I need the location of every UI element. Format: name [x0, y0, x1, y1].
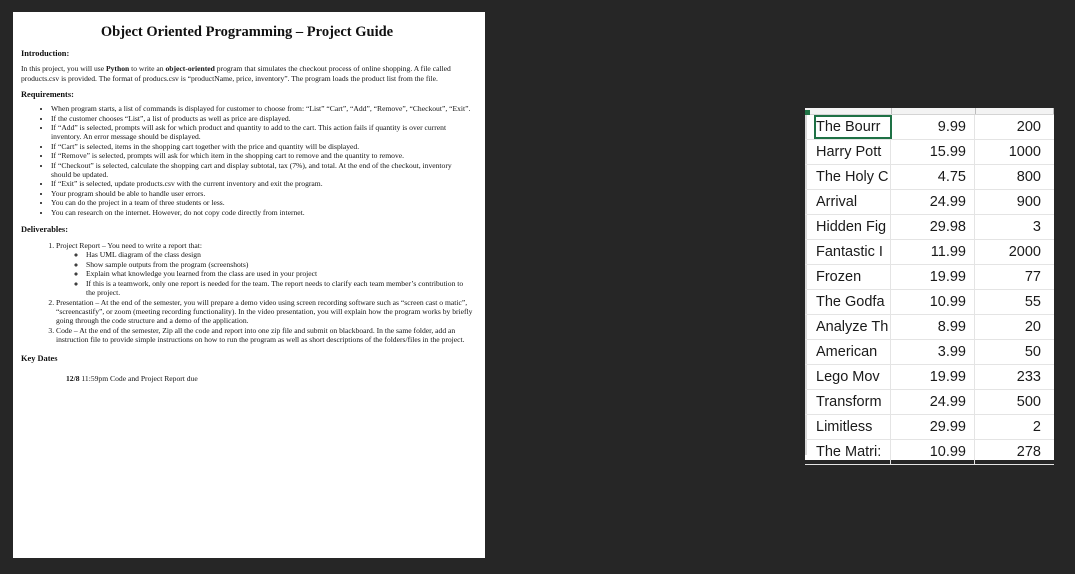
deliverables-heading: Deliverables:	[21, 225, 68, 235]
inventory-cell[interactable]: 1000	[1008, 144, 1041, 160]
inventory-cell[interactable]: 55	[1024, 294, 1041, 310]
requirement-item: • You can research on the internet. However, do not copy code directly from internet.	[51, 208, 473, 217]
price-cell[interactable]: 4.75	[891, 165, 975, 189]
price-cell[interactable]: 19.99	[891, 365, 975, 389]
deliverables-list	[21, 241, 473, 344]
deliverable-item: 3. Code – At the end of the semester, Zip all the code and report into one zip file and submit on blackboard. In the same folder, add an instruction file to provide simple instructions on how to run the program as well as short descriptions of the folders/files in the project.	[56, 326, 473, 345]
product-name-cell[interactable]: The Matri:	[805, 440, 891, 464]
table-row	[805, 215, 1054, 240]
price-cell[interactable]: 15.99	[891, 140, 975, 164]
table-row	[805, 440, 1054, 465]
requirement-item: • If “Cart” is selected, items in the shopping cart together with the price and quantity will be displayed.	[51, 142, 473, 151]
spreadsheet-rows	[805, 115, 1054, 465]
inventory-cell[interactable]: 278	[1016, 444, 1041, 460]
requirement-item: • Your program should be able to handle user errors.	[51, 189, 473, 198]
inventory-cell[interactable]: 2000	[1008, 244, 1041, 260]
column-divider	[891, 108, 892, 114]
requirements-heading: Requirements:	[21, 90, 74, 100]
product-name-cell[interactable]: Limitless	[805, 415, 891, 439]
project-guide-document	[13, 12, 485, 558]
product-name-cell[interactable]: Frozen	[805, 265, 891, 289]
price-cell[interactable]: 3.99	[891, 340, 975, 364]
inventory-cell[interactable]: 3	[1032, 219, 1041, 235]
requirement-item: • When program starts, a list of commands is displayed for customer to choose from: “List” “Cart”, “Add”, “Remove”, “Checkout”, “Exit”.	[51, 104, 473, 113]
price-cell[interactable]: 10.99	[891, 440, 975, 464]
inventory-cell[interactable]: 800	[1016, 169, 1041, 185]
inventory-cell[interactable]: 900	[1016, 194, 1041, 210]
document-title: Object Oriented Programming – Project Guide	[100, 24, 394, 40]
report-requirement-item: ◦ Explain what knowledge you learned from the class are used in your project	[86, 269, 473, 278]
inventory-cell[interactable]: 77	[1024, 269, 1041, 285]
price-cell[interactable]: 11.99	[891, 240, 975, 264]
price-cell[interactable]: 24.99	[891, 390, 975, 414]
inventory-cell[interactable]: 50	[1024, 344, 1041, 360]
price-cell[interactable]: 29.98	[891, 215, 975, 239]
price-cell[interactable]: 10.99	[891, 290, 975, 314]
products-spreadsheet	[805, 108, 1054, 460]
requirements-list	[21, 104, 473, 217]
column-divider	[1053, 108, 1054, 114]
report-requirement-item: ◦ Show sample outputs from the program (screenshots)	[86, 260, 473, 269]
inventory-cell[interactable]: 20	[1024, 319, 1041, 335]
product-name-cell[interactable]: Harry Pott	[805, 140, 891, 164]
table-row	[805, 315, 1054, 340]
table-row	[805, 290, 1054, 315]
table-row	[805, 140, 1054, 165]
table-row	[805, 390, 1054, 415]
price-cell[interactable]: 19.99	[891, 265, 975, 289]
table-row	[805, 115, 1054, 140]
column-header-strip	[805, 108, 1054, 115]
inventory-cell[interactable]: 2	[1032, 419, 1041, 435]
product-name-cell[interactable]: American	[805, 340, 891, 364]
key-dates-heading: Key Dates	[21, 353, 58, 363]
price-cell[interactable]: 24.99	[891, 190, 975, 214]
inventory-cell[interactable]: 233	[1016, 369, 1041, 385]
introduction-paragraph: In this project, you will use Python to write an object-oriented program that simulates the checkout process of online shopping. A file called products.csv is provided. The format of producs.csv is “productName, price, inventory”. The program loads the product list from the file.	[21, 64, 451, 83]
product-name-cell[interactable]: Transform	[805, 390, 891, 414]
requirement-item: • If the customer chooses “List”, a list of products as well as price are displayed.	[51, 114, 473, 123]
price-cell[interactable]: 29.99	[891, 415, 975, 439]
report-requirement-item: ◦ Has UML diagram of the class design	[86, 250, 473, 259]
product-name-cell[interactable]: Arrival	[805, 190, 891, 214]
table-row	[805, 365, 1054, 390]
product-name-cell[interactable]: The Holy C	[805, 165, 891, 189]
column-divider	[975, 108, 976, 114]
requirement-item: • If “Checkout” is selected, calculate the shopping cart and display subtotal, tax (7%), and total. At the end of the checkout, inventory should be updated.	[51, 161, 473, 180]
product-name-cell[interactable]: Analyze Th	[805, 315, 891, 339]
table-row	[805, 265, 1054, 290]
product-name-cell[interactable]: The Bourr	[805, 115, 891, 139]
table-row	[805, 240, 1054, 265]
requirement-item: • If “Remove” is selected, prompts will ask for which item in the shopping cart to remove and the quantity to remove.	[51, 151, 473, 160]
key-date-line: 12/8 11:59pm Code and Project Report due	[66, 373, 198, 383]
inventory-cell[interactable]: 200	[1016, 119, 1041, 135]
table-row	[805, 165, 1054, 190]
product-name-cell[interactable]: The Godfa	[805, 290, 891, 314]
table-row	[805, 340, 1054, 365]
requirement-item: • If “Add” is selected, prompts will ask for which product and quantity to add to the cart. This action fails if quantity is over current inventory. An error message should be displayed.	[51, 123, 473, 142]
inventory-cell[interactable]: 500	[1016, 394, 1041, 410]
report-requirement-item: ◦ If this is a teamwork, only one report is needed for the team. The report needs to clarify each team member’s contribution to the project.	[86, 279, 473, 298]
deliverable-report-label: Project Report – You need to write a report that:	[56, 241, 202, 251]
requirement-item: • If “Exit” is selected, update products.csv with the current inventory and exit the program.	[51, 179, 473, 188]
deliverable-item: 2. Presentation – At the end of the semester, you will prepare a demo video using screen recording software such as “screen cast o matic”, “screencastify”, or zoom (meeting recording functionality). In the video presentation, you will explain how the program works by briefly going through the code structure and a demo of the application.	[56, 298, 473, 326]
product-name-cell[interactable]: Lego Mov	[805, 365, 891, 389]
deliverable-item	[56, 241, 473, 297]
table-row	[805, 190, 1054, 215]
price-cell[interactable]: 9.99	[891, 115, 975, 139]
report-requirements-list	[56, 250, 473, 297]
price-cell[interactable]: 8.99	[891, 315, 975, 339]
product-name-cell[interactable]: Fantastic I	[805, 240, 891, 264]
introduction-heading: Introduction:	[21, 49, 70, 58]
product-name-cell[interactable]: Hidden Fig	[805, 215, 891, 239]
table-row	[805, 415, 1054, 440]
requirement-item: • You can do the project in a team of three students or less.	[51, 198, 473, 207]
